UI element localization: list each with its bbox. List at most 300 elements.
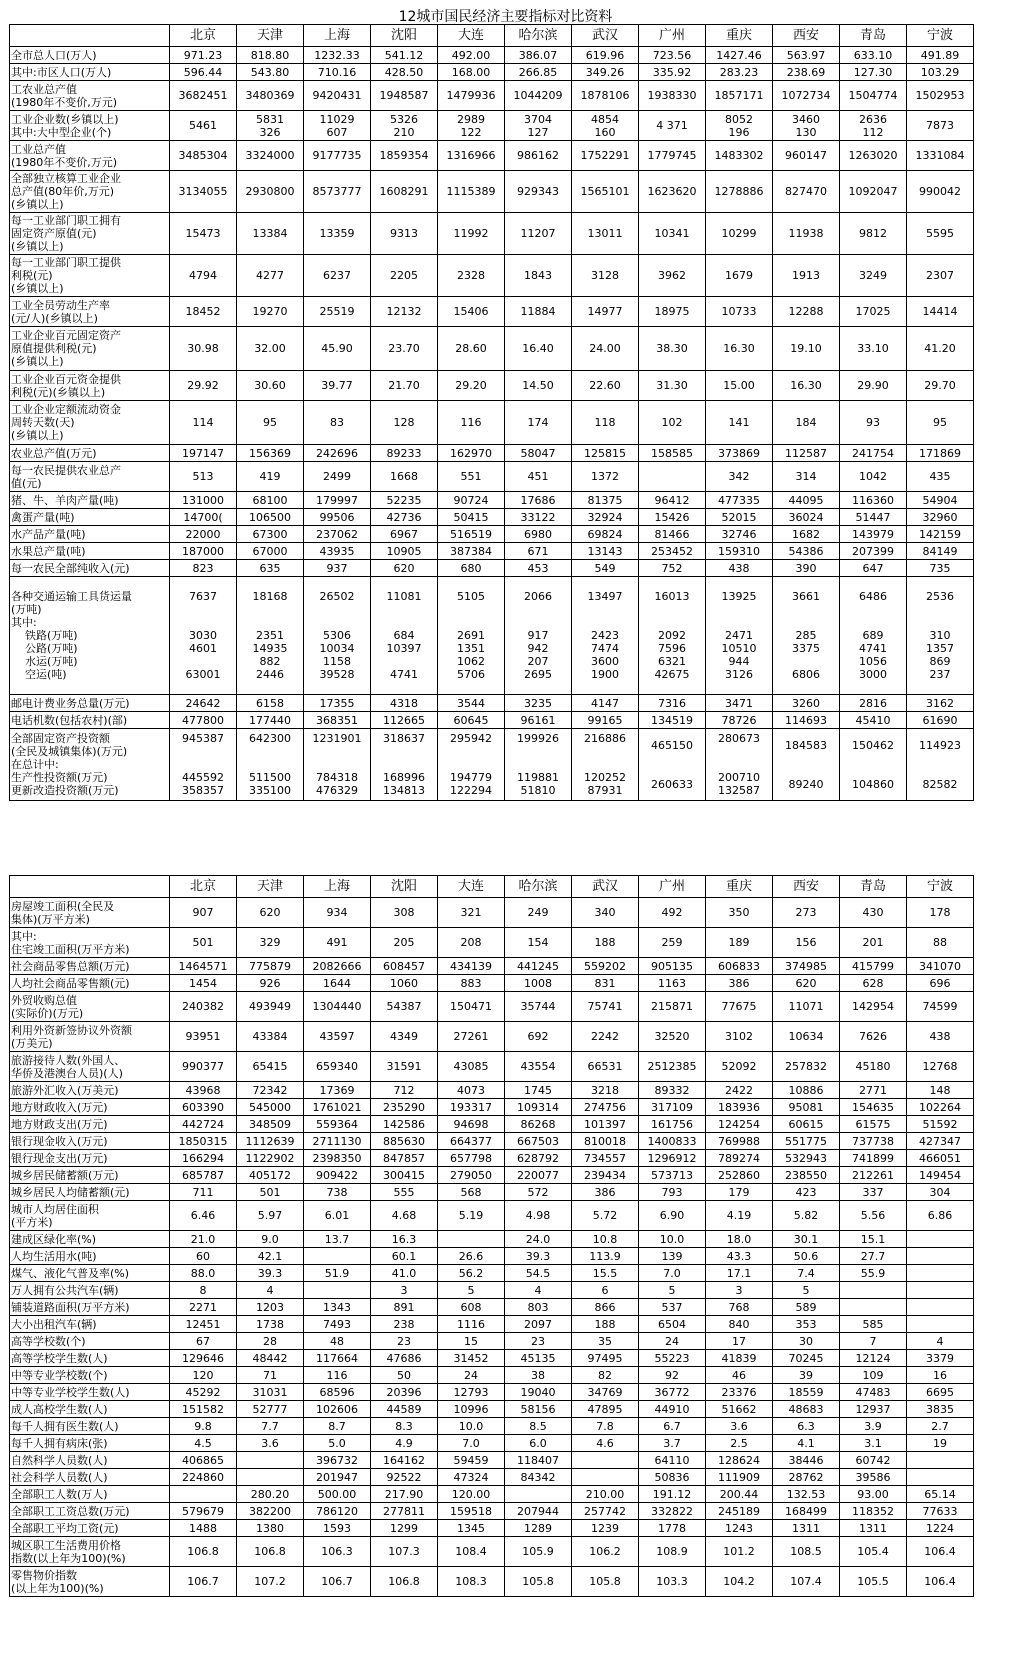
value-cell: 30.98 [170, 327, 237, 371]
indicator-table-2 [9, 875, 974, 1597]
value-cell: 99506 [304, 509, 371, 526]
value-cell: 120.00 [438, 1486, 505, 1503]
table-row [10, 1052, 974, 1082]
value-cell: 114693 [773, 712, 840, 729]
value-cell: 11884 [505, 297, 572, 327]
value-cell: 16 [907, 1367, 974, 1384]
city-header-cell: 重庆 [706, 25, 773, 47]
value-cell: 257832 [773, 1052, 840, 1082]
value-cell: 48683 [773, 1401, 840, 1418]
value-cell: 6.3 [773, 1418, 840, 1435]
value-cell: 249 [505, 898, 572, 928]
table-row [10, 141, 974, 171]
value-cell: 551775 [773, 1133, 840, 1150]
value-cell: 89332 [639, 1082, 706, 1099]
table-row [10, 492, 974, 509]
value-cell: 1243 [706, 1520, 773, 1537]
value-cell: 200.44 [706, 1486, 773, 1503]
indicator-label: 每一农民提供农业总产 值(元) [10, 462, 170, 492]
value-cell: 6.01 [304, 1201, 371, 1231]
value-cell: 3485304 [170, 141, 237, 171]
value-cell: 308 [371, 898, 438, 928]
value-cell: 210.00 [572, 1486, 639, 1503]
value-cell: 568 [438, 1184, 505, 1201]
table-row [10, 509, 974, 526]
value-cell: 337 [840, 1184, 907, 1201]
value-cell: 128 [371, 401, 438, 445]
table-row [10, 1248, 974, 1265]
table-row [10, 371, 974, 401]
value-cell: 7.4 [773, 1265, 840, 1282]
value-cell: 8573777 [304, 171, 371, 213]
value-cell: 10341 [639, 213, 706, 255]
value-cell: 106.2 [572, 1537, 639, 1567]
value-cell: 238.69 [773, 64, 840, 81]
value-cell: 551 [438, 462, 505, 492]
indicator-label: 水果总产量(吨) [10, 543, 170, 560]
value-cell: 18452 [170, 297, 237, 327]
value-cell: 810018 [572, 1133, 639, 1150]
value-cell: 3260 [773, 695, 840, 712]
value-cell: 30 [773, 1333, 840, 1350]
value-cell: 108.3 [438, 1567, 505, 1597]
value-cell: 1488 [170, 1520, 237, 1537]
value-cell: 1504774 [840, 81, 907, 111]
value-cell: 81375 [572, 492, 639, 509]
value-cell: 907 [170, 898, 237, 928]
value-cell: 131000 [170, 492, 237, 509]
value-cell [304, 1282, 371, 1299]
value-cell: 608 [438, 1299, 505, 1316]
table-row [10, 1082, 974, 1099]
value-cell: 88 [907, 928, 974, 958]
indicator-label: 城区职工生活费用价格 指数(以上年为100)(%) [10, 1537, 170, 1567]
value-cell: 105.5 [840, 1567, 907, 1597]
value-cell: 45410 [840, 712, 907, 729]
value-cell: 3471 [706, 695, 773, 712]
value-cell: 840 [706, 1316, 773, 1333]
value-cell: 67 [170, 1333, 237, 1350]
value-cell: 775879 [237, 958, 304, 975]
value-cell: 386 [572, 1184, 639, 1201]
value-cell: 4.6 [572, 1435, 639, 1452]
table-row [10, 1418, 974, 1435]
indicator-label: 房屋竣工面积(全民及 集体)(万平方米) [10, 898, 170, 928]
value-cell: 47895 [572, 1401, 639, 1418]
value-cell: 39.77 [304, 371, 371, 401]
value-cell: 134519 [639, 712, 706, 729]
value-cell: 78726 [706, 712, 773, 729]
indicator-label: 全部职工工资总数(万元) [10, 1503, 170, 1520]
value-cell: 23.70 [371, 327, 438, 371]
city-header-cell: 大连 [438, 25, 505, 47]
value-cell: 84342 [505, 1469, 572, 1486]
table-row [10, 445, 974, 462]
value-cell: 24642 [170, 695, 237, 712]
value-cell: 88.0 [170, 1265, 237, 1282]
value-cell: 2636 112 [840, 111, 907, 141]
value-cell: 1008 [505, 975, 572, 992]
value-cell: 2.7 [907, 1418, 974, 1435]
value-cell: 143979 [840, 526, 907, 543]
value-cell: 3324000 [237, 141, 304, 171]
table-row [10, 213, 974, 255]
value-cell: 111909 [706, 1469, 773, 1486]
value-cell: 14414 [907, 297, 974, 327]
value-cell: 295942 194779 122294 [438, 729, 505, 801]
value-cell [170, 1486, 237, 1503]
value-cell: 415799 [840, 958, 907, 975]
value-cell: 18.0 [706, 1231, 773, 1248]
value-cell: 101.2 [706, 1537, 773, 1567]
value-cell: 1122902 [237, 1150, 304, 1167]
indicator-label: 银行现金支出(万元) [10, 1150, 170, 1167]
value-cell: 191.12 [639, 1486, 706, 1503]
value-cell: 818.80 [237, 47, 304, 64]
table-row [10, 1333, 974, 1350]
value-cell: 68596 [304, 1384, 371, 1401]
indicator-table-1 [9, 24, 974, 801]
table-row [10, 81, 974, 111]
value-cell: 43597 [304, 1022, 371, 1052]
value-cell: 1380 [237, 1520, 304, 1537]
indicator-label: 每千人拥有医生数(人) [10, 1418, 170, 1435]
indicator-label: 零售物价指数 (以上年为100)(%) [10, 1567, 170, 1597]
value-cell [572, 1452, 639, 1469]
value-cell: 24 [438, 1367, 505, 1384]
value-cell: 8.3 [371, 1418, 438, 1435]
value-cell: 1752291 [572, 141, 639, 171]
indicator-label: 城乡居民储蓄额(万元) [10, 1167, 170, 1184]
value-cell: 585 [840, 1316, 907, 1333]
city-header-cell: 重庆 [706, 876, 773, 898]
value-cell: 1464571 [170, 958, 237, 975]
value-cell: 4 [907, 1333, 974, 1350]
city-header-cell: 沈阳 [371, 876, 438, 898]
city-header-cell: 天津 [237, 876, 304, 898]
value-cell: 18559 [773, 1384, 840, 1401]
indicator-label: 工业企业数(乡镇以上) 其中:大中型企业(个) [10, 111, 170, 141]
value-cell: 1857171 [706, 81, 773, 111]
value-cell: 82 [572, 1367, 639, 1384]
value-cell: 17.1 [706, 1265, 773, 1282]
value-cell: 15473 [170, 213, 237, 255]
value-cell: 3962 [639, 255, 706, 297]
value-cell: 769988 [706, 1133, 773, 1150]
value-cell: 945387 445592 358357 [170, 729, 237, 801]
value-cell: 1345 [438, 1520, 505, 1537]
table-row [10, 1384, 974, 1401]
value-cell: 36772 [639, 1384, 706, 1401]
value-cell: 606833 [706, 958, 773, 975]
value-cell: 45.90 [304, 327, 371, 371]
value-cell: 9.8 [170, 1418, 237, 1435]
value-cell: 68100 [237, 492, 304, 509]
value-cell: 15426 [639, 509, 706, 526]
indicator-label: 社会商品零售总额(万元) [10, 958, 170, 975]
value-cell: 55223 [639, 1350, 706, 1367]
value-cell: 239434 [572, 1167, 639, 1184]
value-cell: 10.8 [572, 1231, 639, 1248]
value-cell: 572 [505, 1184, 572, 1201]
value-cell: 349.26 [572, 64, 639, 81]
value-cell: 501 [170, 928, 237, 958]
city-header-cell: 青岛 [840, 876, 907, 898]
value-cell: 1372 [572, 462, 639, 492]
value-cell: 114 [170, 401, 237, 445]
value-cell: 12793 [438, 1384, 505, 1401]
value-cell: 2930800 [237, 171, 304, 213]
value-cell: 353 [773, 1316, 840, 1333]
city-header-cell: 西安 [773, 876, 840, 898]
table-row [10, 1282, 974, 1299]
value-cell: 390 [773, 560, 840, 577]
value-cell: 1044209 [505, 81, 572, 111]
value-cell: 81466 [639, 526, 706, 543]
value-cell: 17355 [304, 695, 371, 712]
value-cell: 125815 [572, 445, 639, 462]
value-cell: 723.56 [639, 47, 706, 64]
value-cell: 77675 [706, 992, 773, 1022]
value-cell: 257742 [572, 1503, 639, 1520]
value-cell: 493949 [237, 992, 304, 1022]
value-cell: 6.0 [505, 1435, 572, 1452]
value-cell: 28.60 [438, 327, 505, 371]
value-cell: 628792 [505, 1150, 572, 1167]
value-cell: 142954 [840, 992, 907, 1022]
value-cell: 3.1 [840, 1435, 907, 1452]
value-cell: 9420431 [304, 81, 371, 111]
value-cell: 188 [572, 928, 639, 958]
value-cell: 70245 [773, 1350, 840, 1367]
value-cell: 94698 [438, 1116, 505, 1133]
value-cell: 628 [840, 975, 907, 992]
value-cell: 45292 [170, 1384, 237, 1401]
value-cell [572, 1469, 639, 1486]
value-cell: 15.5 [572, 1265, 639, 1282]
value-cell: 803 [505, 1299, 572, 1316]
value-cell: 332822 [639, 1503, 706, 1520]
value-cell: 117664 [304, 1350, 371, 1367]
value-cell: 3682451 [170, 81, 237, 111]
value-cell: 279050 [438, 1167, 505, 1184]
indicator-label: 中等专业学校学生数(人) [10, 1384, 170, 1401]
value-cell: 47324 [438, 1469, 505, 1486]
value-cell: 141 [706, 401, 773, 445]
table-row [10, 327, 974, 371]
value-cell: 1316966 [438, 141, 505, 171]
value-cell: 423 [773, 1184, 840, 1201]
value-cell: 620 [371, 560, 438, 577]
value-cell: 532943 [773, 1150, 840, 1167]
value-cell: 26502 5306 10034 1158 39528 [304, 577, 371, 695]
indicator-label: 工业全员劳动生产率 (元/人)(乡镇以上) [10, 297, 170, 327]
value-cell: 405172 [237, 1167, 304, 1184]
indicator-label: 银行现金收入(万元) [10, 1133, 170, 1150]
value-cell: 3704 127 [505, 111, 572, 141]
value-cell: 929343 [505, 171, 572, 213]
value-cell: 2816 [840, 695, 907, 712]
value-cell: 12132 [371, 297, 438, 327]
value-cell: 671 [505, 543, 572, 560]
value-cell: 10.0 [639, 1231, 706, 1248]
value-cell: 934 [304, 898, 371, 928]
value-cell: 477335 [706, 492, 773, 509]
value-cell: 1668 [371, 462, 438, 492]
value-cell: 207944 [505, 1503, 572, 1520]
value-cell: 1483302 [706, 141, 773, 171]
value-cell: 1679 [706, 255, 773, 297]
value-cell: 215871 [639, 992, 706, 1022]
value-cell: 15.00 [706, 371, 773, 401]
value-cell: 52235 [371, 492, 438, 509]
value-cell: 75741 [572, 992, 639, 1022]
value-cell: 438 [706, 560, 773, 577]
value-cell: 905135 [639, 958, 706, 975]
value-cell: 5.97 [237, 1201, 304, 1231]
value-cell: 18168 2351 14935 882 2446 [237, 577, 304, 695]
value-cell [907, 1452, 974, 1469]
value-cell: 16.30 [706, 327, 773, 371]
value-cell: 1479936 [438, 81, 505, 111]
value-cell: 516519 [438, 526, 505, 543]
value-cell: 129646 [170, 1350, 237, 1367]
value-cell: 55.9 [840, 1265, 907, 1282]
value-cell: 106.4 [907, 1537, 974, 1567]
value-cell: 35744 [505, 992, 572, 1022]
value-cell: 4147 [572, 695, 639, 712]
value-cell: 3249 [840, 255, 907, 297]
value-cell: 93.00 [840, 1486, 907, 1503]
value-cell: 559202 [572, 958, 639, 975]
value-cell: 252860 [706, 1167, 773, 1184]
value-cell: 752 [639, 560, 706, 577]
value-cell: 434139 [438, 958, 505, 975]
city-header-cell: 宁波 [907, 25, 974, 47]
value-cell: 2711130 [304, 1133, 371, 1150]
indicator-label: 煤气、液化气普及率(%) [10, 1265, 170, 1282]
value-cell: 6.90 [639, 1201, 706, 1231]
value-cell: 4794 [170, 255, 237, 297]
value-cell: 3 [371, 1282, 438, 1299]
value-cell: 4318 [371, 695, 438, 712]
value-cell: 266.85 [505, 64, 572, 81]
value-cell: 36024 [773, 509, 840, 526]
value-cell: 1224 [907, 1520, 974, 1537]
table-row [10, 1520, 974, 1537]
table-row [10, 1503, 974, 1520]
value-cell: 1115389 [438, 171, 505, 213]
value-cell: 274756 [572, 1099, 639, 1116]
value-cell: 11992 [438, 213, 505, 255]
value-cell: 44095 [773, 492, 840, 509]
value-cell: 60615 [773, 1116, 840, 1133]
value-cell: 216886 120252 87931 [572, 729, 639, 801]
value-cell: 5 [773, 1282, 840, 1299]
value-cell: 374985 [773, 958, 840, 975]
value-cell: 990377 [170, 1052, 237, 1082]
value-cell: 13497 2423 7474 3600 1900 [572, 577, 639, 695]
indicator-label: 社会科学人员数(人) [10, 1469, 170, 1486]
table-row [10, 1231, 974, 1248]
value-cell: 253452 [639, 543, 706, 560]
table-row [10, 171, 974, 213]
value-cell: 41839 [706, 1350, 773, 1367]
indicator-label: 工农业总产值 (1980年不变价,万元) [10, 81, 170, 111]
indicator-label: 自然科学人员数(人) [10, 1452, 170, 1469]
table-row [10, 1537, 974, 1567]
value-cell: 7.0 [438, 1435, 505, 1452]
indicator-label: 城市人均居住面积 (平方米) [10, 1201, 170, 1231]
value-cell: 1263020 [840, 141, 907, 171]
value-cell: 22.60 [572, 371, 639, 401]
value-cell: 11029 607 [304, 111, 371, 141]
value-cell: 54.5 [505, 1265, 572, 1282]
value-cell: 43935 [304, 543, 371, 560]
value-cell: 60742 [840, 1452, 907, 1469]
value-cell: 1608291 [371, 171, 438, 213]
indicator-label: 全部固定资产投资额 (全民及城镇集体)(万元) 在总计中: 生产性投资额(万元) 更新改造投资额(万元) [10, 729, 170, 801]
value-cell: 245189 [706, 1503, 773, 1520]
value-cell: 105.4 [840, 1537, 907, 1567]
value-cell [907, 1231, 974, 1248]
indicator-label: 水产品产量(吨) [10, 526, 170, 543]
value-cell: 224860 [170, 1469, 237, 1486]
value-cell: 2512385 [639, 1052, 706, 1082]
value-cell: 45135 [505, 1350, 572, 1367]
city-header-cell: 上海 [304, 876, 371, 898]
value-cell: 9812 [840, 213, 907, 255]
value-cell: 29.70 [907, 371, 974, 401]
value-cell: 692 [505, 1022, 572, 1052]
city-header-cell: 宁波 [907, 876, 974, 898]
value-cell: 321 [438, 898, 505, 928]
value-cell: 823 [170, 560, 237, 577]
value-cell: 50.6 [773, 1248, 840, 1265]
value-cell: 56.2 [438, 1265, 505, 1282]
value-cell: 642300 511500 335100 [237, 729, 304, 801]
value-cell: 106.7 [304, 1567, 371, 1597]
value-cell: 8.7 [304, 1418, 371, 1435]
value-cell: 937 [304, 560, 371, 577]
value-cell: 61575 [840, 1116, 907, 1133]
value-cell: 960147 [773, 141, 840, 171]
indicator-label: 工业企业百元固定资产 原值提供利税(元) (乡镇以上) [10, 327, 170, 371]
value-cell: 102264 [907, 1099, 974, 1116]
value-cell: 39586 [840, 1469, 907, 1486]
value-cell: 8.5 [505, 1418, 572, 1435]
value-cell: 4854 160 [572, 111, 639, 141]
indicator-label: 高等学校学生数(人) [10, 1350, 170, 1367]
header-row [10, 876, 974, 898]
value-cell: 667503 [505, 1133, 572, 1150]
value-cell: 51662 [706, 1401, 773, 1418]
value-cell: 1278886 [706, 171, 773, 213]
value-cell: 128624 [706, 1452, 773, 1469]
value-cell: 189 [706, 928, 773, 958]
value-cell: 710.16 [304, 64, 371, 81]
table-row [10, 526, 974, 543]
value-cell: 1311 [840, 1520, 907, 1537]
value-cell: 28 [237, 1333, 304, 1350]
value-cell: 5.56 [840, 1201, 907, 1231]
value-cell: 12451 [170, 1316, 237, 1333]
value-cell: 242696 [304, 445, 371, 462]
value-cell: 3218 [572, 1082, 639, 1099]
value-cell: 2499 [304, 462, 371, 492]
value-cell: 696 [907, 975, 974, 992]
value-cell: 280.20 [237, 1486, 304, 1503]
